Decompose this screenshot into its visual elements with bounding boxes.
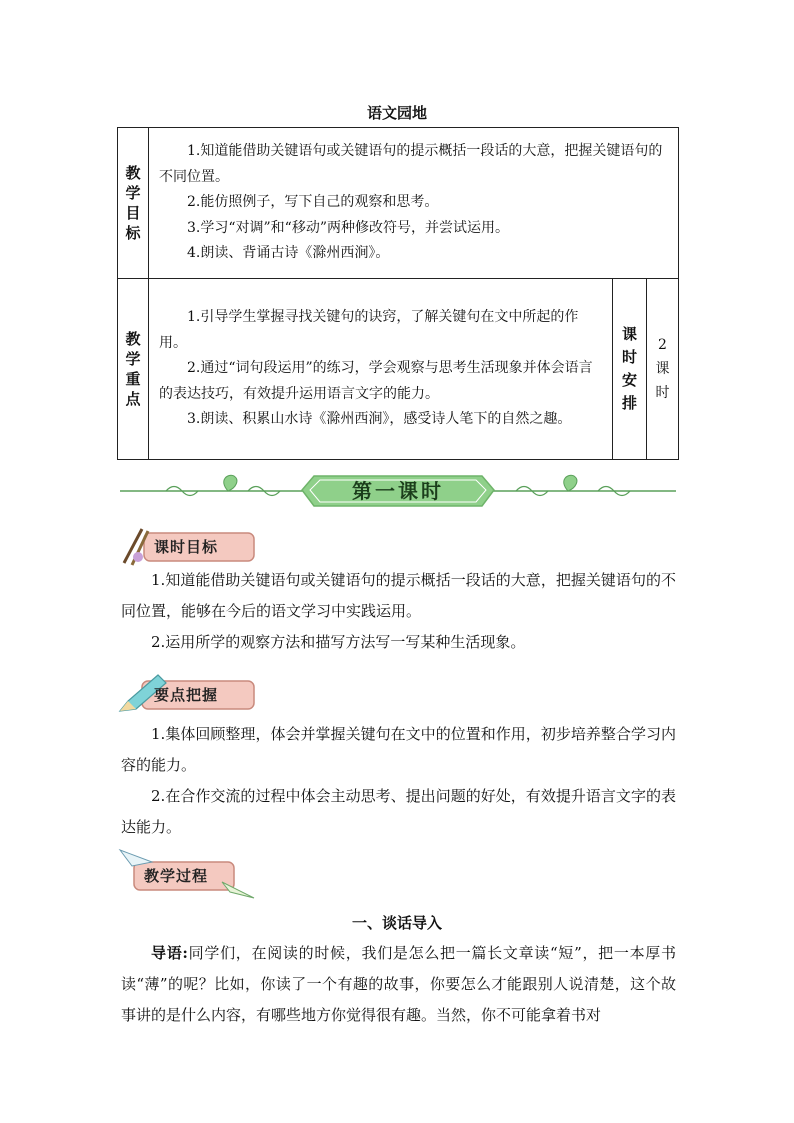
- goals-row: [118, 128, 679, 279]
- header-char: 学: [125, 350, 141, 368]
- lesson-goals-label: 课时目标: [154, 538, 219, 556]
- focus-row: [118, 279, 679, 460]
- goals-header: [118, 128, 149, 279]
- banner-title: 第一课时: [352, 479, 444, 503]
- lesson-goals-text: [121, 565, 676, 658]
- key-points-text: [121, 719, 676, 843]
- process-label: 教学过程: [144, 867, 209, 885]
- teaching-plan-table: [117, 127, 679, 460]
- header-char: 教: [125, 164, 141, 182]
- key-point-item: 1.集体回顾整理，体会并掌握关键句在文中的位置和作用，初步培养整合学习内容的能力。: [121, 725, 676, 774]
- header-char: 标: [125, 224, 141, 242]
- focus-item: 1.引导学生掌握寻找关键句的诀窍，了解关键句在文中所起的作用。: [159, 309, 579, 351]
- intro-paragraph: [121, 938, 676, 1031]
- key-point-item: 2.在合作交流的过程中体会主动思考、提出问题的好处，有效提升语言文字的表达能力。: [121, 787, 676, 836]
- schedule-header: [613, 279, 647, 460]
- header-char: 课: [621, 325, 637, 343]
- lead-label: 导语:: [151, 944, 188, 962]
- focus-header: [118, 279, 149, 460]
- step-heading: 一、谈话导入: [351, 914, 442, 932]
- document-title: 语文园地: [366, 104, 427, 122]
- goal-item: 4.朗读、背诵古诗《滁州西涧》。: [187, 245, 390, 262]
- header-char: 教: [125, 330, 141, 348]
- header-char: 排: [621, 394, 637, 412]
- schedule-char: 时: [655, 385, 670, 401]
- lesson-goal-item: 1.知道能借助关键语句或关键语句的提示概括一段话的大意，把握关键语句的不同位置，能够在今后的语文学习中实践运用。: [121, 571, 676, 620]
- header-char: 学: [125, 184, 141, 202]
- focus-item: 2.通过“词句段运用”的练习，学会观察与思考生活现象并体会语言的表达技巧，有效提升运用语言文字的能力。: [159, 360, 593, 402]
- lesson-banner: [118, 468, 678, 512]
- focus-item: 3.朗读、积累山水诗《滁州西涧》，感受诗人笔下的自然之趣。: [187, 411, 572, 428]
- schedule-value: [647, 279, 679, 460]
- schedule-char: 2: [658, 337, 667, 353]
- header-char: 时: [621, 348, 637, 366]
- lesson-goal-item: 2.运用所学的观察方法和描写方法写一写某种生活现象。: [151, 633, 526, 651]
- goal-item: 3.学习“对调”和“移动”两种修改符号，并尝试运用。: [187, 219, 509, 236]
- key-points-label: 要点把握: [154, 686, 219, 704]
- header-char: 重: [125, 370, 141, 388]
- process-badge: [118, 848, 258, 900]
- goal-item: 2.能仿照例子，写下自己的观察和思考。: [187, 194, 439, 211]
- goals-content: [149, 128, 679, 279]
- header-char: 安: [621, 371, 637, 389]
- lesson-goals-badge: [118, 527, 258, 567]
- header-char: 目: [125, 204, 141, 222]
- intro-text: 同学们，在阅读的时候，我们是怎么把一篇长文章读“短”，把一本厚书读“薄”的呢？比如，你读了一个有趣的故事，你要怎么才能跟别人说清楚，这个故事讲的是什么内容，有哪些地方你觉得很有趣。当然，你不可能拿着书对: [121, 944, 677, 1024]
- header-char: 点: [125, 390, 141, 408]
- schedule-char: 课: [655, 361, 670, 377]
- goal-item: 1.知道能借助关键语句或关键语句的提示概括一段话的大意，把握关键语句的不同位置。: [159, 143, 663, 185]
- focus-content: [149, 279, 613, 460]
- key-points-badge: [118, 671, 258, 717]
